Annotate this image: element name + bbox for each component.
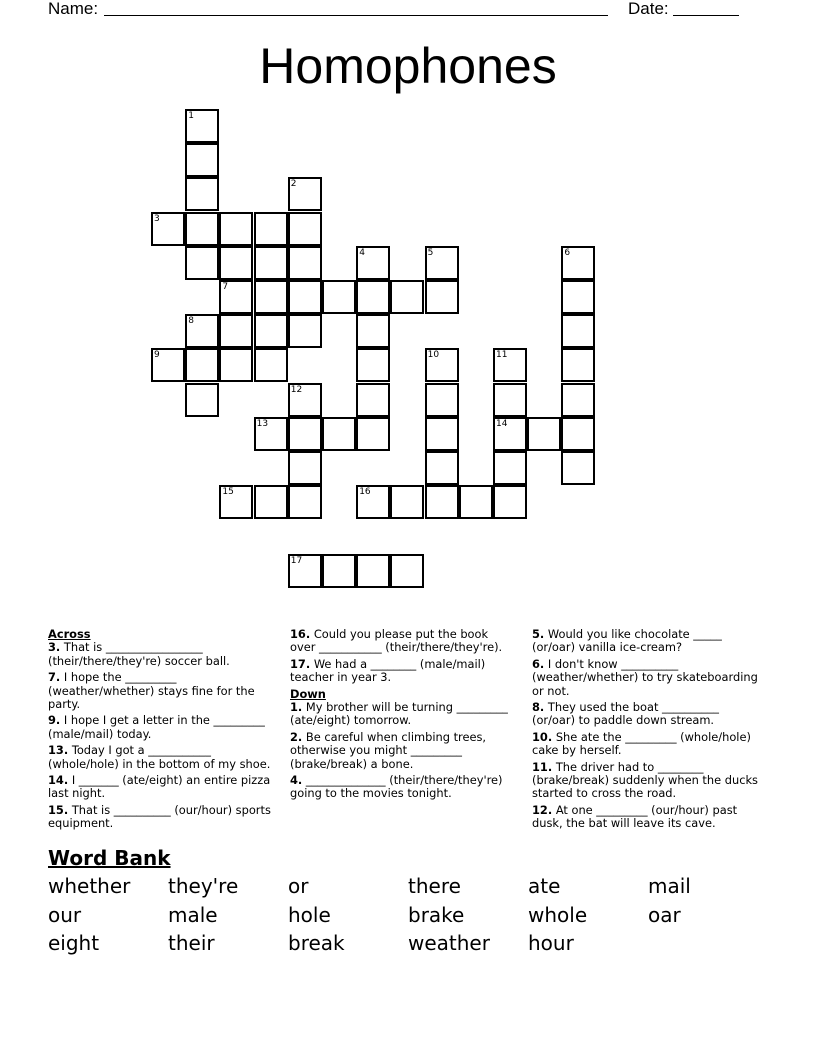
clue-item [48, 804, 284, 831]
grid-cell[interactable] [356, 417, 390, 451]
clue-item [290, 701, 514, 728]
grid-cell[interactable] [390, 554, 424, 588]
grid-cell[interactable] [288, 383, 322, 417]
clue-item-number: 6. [532, 656, 545, 671]
clue-item [48, 641, 284, 668]
clue-number: 13 [256, 418, 269, 429]
grid-cell[interactable] [425, 246, 459, 280]
grid-cell[interactable] [322, 417, 356, 451]
grid-cell[interactable] [561, 383, 595, 417]
clue-item-number: 10. [532, 729, 553, 744]
clue-item [48, 671, 284, 711]
word-bank-word: there [408, 874, 461, 898]
grid-cell[interactable] [288, 417, 322, 451]
grid-cell[interactable] [390, 485, 424, 519]
grid-cell[interactable] [219, 348, 253, 382]
clue-number: 5 [427, 247, 434, 258]
clue-number: 9 [154, 350, 160, 361]
word-bank-word: whole [528, 903, 588, 927]
clue-item-number: 16. [290, 627, 311, 641]
page-title: Homophones [259, 38, 557, 94]
grid-cell[interactable] [254, 246, 288, 280]
grid-cell[interactable] [151, 348, 185, 382]
clue-item-text: The driver had to ________ (brake/break) suddenly when the ducks started to cross the road. [532, 759, 758, 801]
word-bank-word: male [168, 903, 218, 927]
grid-cell[interactable] [219, 212, 253, 246]
grid-cell[interactable] [425, 280, 459, 314]
clue-number: 11 [496, 350, 508, 361]
grid-cell[interactable] [185, 109, 219, 143]
word-bank-word: eight [48, 931, 100, 955]
grid-cell[interactable] [356, 383, 390, 417]
clue-number: 7 [222, 282, 229, 292]
word-bank-word: brake [408, 903, 465, 927]
clues-column-1 [48, 628, 284, 834]
word-bank-title: Word Bank [48, 846, 171, 870]
grid-cell[interactable] [288, 554, 322, 588]
clue-item-text: I hope the _________ (weather/whether) stays fine for the party. [48, 670, 255, 712]
grid-cell[interactable] [185, 383, 219, 417]
grid-cell[interactable] [219, 280, 253, 314]
clue-item [290, 658, 514, 685]
clue-item-text: Could you please put the book over ___________ (their/there/they're). [290, 627, 503, 655]
clue-item-text: That is __________ (our/hour) sports equipment. [48, 802, 271, 831]
word-bank-word: oar [648, 903, 681, 927]
word-bank-word: their [168, 931, 215, 955]
grid-cell[interactable] [288, 280, 322, 314]
clue-item-number: 15. [48, 802, 69, 817]
clue-item [532, 658, 764, 698]
clue-item [290, 774, 514, 801]
grid-cell[interactable] [390, 280, 424, 314]
grid-cell[interactable] [561, 451, 595, 485]
clue-item-number: 7. [48, 670, 61, 685]
clue-item-text: Would you like chocolate _____ (or/oar) vanilla ice-cream? [532, 627, 722, 655]
word-bank-word: or [288, 874, 309, 898]
clue-number: 16 [359, 487, 371, 498]
clue-item-text: Today I got a ___________ (whole/hole) in the bottom of my shoe. [48, 743, 271, 771]
grid-cell[interactable] [288, 314, 322, 348]
clue-number: 8 [188, 316, 194, 327]
grid-cell[interactable] [561, 314, 595, 348]
grid-cell[interactable] [288, 212, 322, 246]
clue-item-number: 17. [290, 656, 311, 671]
clue-number: 17 [290, 555, 303, 566]
clue-number: 2 [290, 179, 297, 190]
clue-item-number: 12. [532, 802, 553, 817]
grid-cell[interactable] [459, 485, 493, 519]
clue-number: 6 [564, 247, 571, 258]
grid-cell[interactable] [288, 485, 322, 519]
clues-column-3 [532, 628, 764, 834]
clue-number: 3 [154, 213, 160, 224]
grid-cell[interactable] [185, 212, 219, 246]
grid-cell[interactable] [322, 280, 356, 314]
word-bank-word: mail [648, 874, 691, 898]
clue-item-number: 13. [48, 743, 69, 758]
grid-cell[interactable] [356, 314, 390, 348]
grid-cell[interactable] [425, 485, 459, 519]
grid-cell[interactable] [185, 177, 219, 211]
grid-cell[interactable] [425, 451, 459, 485]
clue-item [290, 731, 514, 771]
clue-number: 15 [222, 487, 234, 498]
clue-number: 10 [427, 350, 440, 361]
clue-item-number: 9. [48, 713, 61, 728]
clue-item [532, 761, 764, 801]
clue-item-number: 14. [48, 773, 69, 788]
grid-cell[interactable] [425, 348, 459, 382]
clue-number: 12 [290, 384, 303, 395]
grid-cell[interactable] [219, 485, 253, 519]
clue-number: 1 [188, 111, 194, 121]
clue-item-number: 3. [48, 640, 61, 655]
word-bank-word: our [48, 903, 82, 927]
grid-cell[interactable] [493, 485, 527, 519]
grid-cell[interactable] [219, 314, 253, 348]
clue-item-text: They used the boat __________ (or/oar) to paddle down stream. [532, 700, 719, 728]
word-bank-word: ate [528, 874, 561, 898]
grid-cell[interactable] [561, 348, 595, 382]
word-bank-word: weather [408, 931, 490, 955]
clue-item-number: 4. [290, 773, 303, 788]
clue-item-text: We had a ________ (male/mail) teacher in year 3. [290, 656, 486, 685]
grid-cell[interactable] [493, 451, 527, 485]
grid-cell[interactable] [425, 383, 459, 417]
date-label: Date: [628, 0, 669, 18]
grid-cell[interactable] [561, 280, 595, 314]
clue-item-text: That is _________________ (their/there/they're) soccer ball. [48, 640, 230, 668]
clue-item [532, 804, 764, 831]
clue-item-text: Be careful when climbing trees, otherwise you might _________ (brake/break) a bone. [290, 729, 487, 771]
grid-cell[interactable] [185, 246, 219, 280]
clue-item [532, 628, 764, 655]
down-heading: Down [290, 686, 326, 701]
grid-cell[interactable] [254, 417, 288, 451]
grid-cell[interactable] [288, 177, 322, 211]
clue-item-text: I _______ (ate/eight) an entire pizza last night. [48, 773, 271, 801]
grid-cell[interactable] [356, 554, 390, 588]
grid-cell[interactable] [254, 348, 288, 382]
clue-item-number: 1. [290, 700, 303, 715]
word-bank-word: they're [168, 874, 239, 898]
clue-item-text: I don't know __________ (weather/whether) to try skateboarding or not. [532, 656, 758, 698]
grid-cell[interactable] [185, 143, 219, 177]
grid-cell[interactable] [356, 485, 390, 519]
grid-cell[interactable] [493, 417, 527, 451]
clue-number: 14 [496, 418, 508, 429]
clue-item [532, 731, 764, 758]
grid-cell[interactable] [561, 417, 595, 451]
grid-cell[interactable] [356, 280, 390, 314]
clue-item-text: I hope I get a letter in the _________ (male/mail) today. [48, 713, 265, 741]
grid-cell[interactable] [356, 348, 390, 382]
clue-item-number: 11. [532, 759, 553, 774]
clue-item-text: ______________ (their/there/they're) going to the movies tonight. [290, 773, 503, 801]
grid-cell[interactable] [185, 314, 219, 348]
grid-cell[interactable] [151, 212, 185, 246]
grid-cell[interactable] [425, 417, 459, 451]
grid-cell[interactable] [254, 212, 288, 246]
clue-number: 4 [359, 247, 365, 258]
word-bank-word: break [288, 931, 345, 955]
clues-column-2 [290, 628, 514, 804]
grid-cell[interactable] [254, 485, 288, 519]
word-bank-word: hole [288, 903, 331, 927]
clue-item-text: She ate the _________ (whole/hole) cake by herself. [532, 729, 751, 758]
clue-item-text: At one _________ (our/hour) past dusk, the bat will leave its cave. [532, 802, 738, 831]
clue-item-number: 8. [532, 700, 545, 715]
grid-cell[interactable] [322, 554, 356, 588]
grid-cell[interactable] [185, 348, 219, 382]
word-bank-word: hour [528, 931, 574, 955]
grid-cell[interactable] [527, 417, 561, 451]
clue-item-text: My brother will be turning _________ (ate/eight) tomorrow. [290, 700, 508, 728]
grid-cell[interactable] [254, 280, 288, 314]
grid-cell[interactable] [493, 383, 527, 417]
clue-item-number: 2. [290, 729, 303, 744]
word-bank-word: whether [48, 874, 131, 898]
clue-item [48, 744, 284, 771]
grid-cell[interactable] [288, 246, 322, 280]
clue-item-number: 5. [532, 627, 545, 641]
clue-item [532, 701, 764, 728]
grid-cell[interactable] [288, 451, 322, 485]
name-label: Name: [48, 0, 99, 18]
grid-cell[interactable] [356, 246, 390, 280]
clue-item [290, 628, 514, 655]
clue-item [48, 774, 284, 801]
grid-cell[interactable] [254, 314, 288, 348]
clue-item [48, 714, 284, 741]
across-heading: Across [48, 627, 91, 641]
grid-cell[interactable] [493, 348, 527, 382]
grid-cell[interactable] [219, 246, 253, 280]
grid-cell[interactable] [561, 246, 595, 280]
